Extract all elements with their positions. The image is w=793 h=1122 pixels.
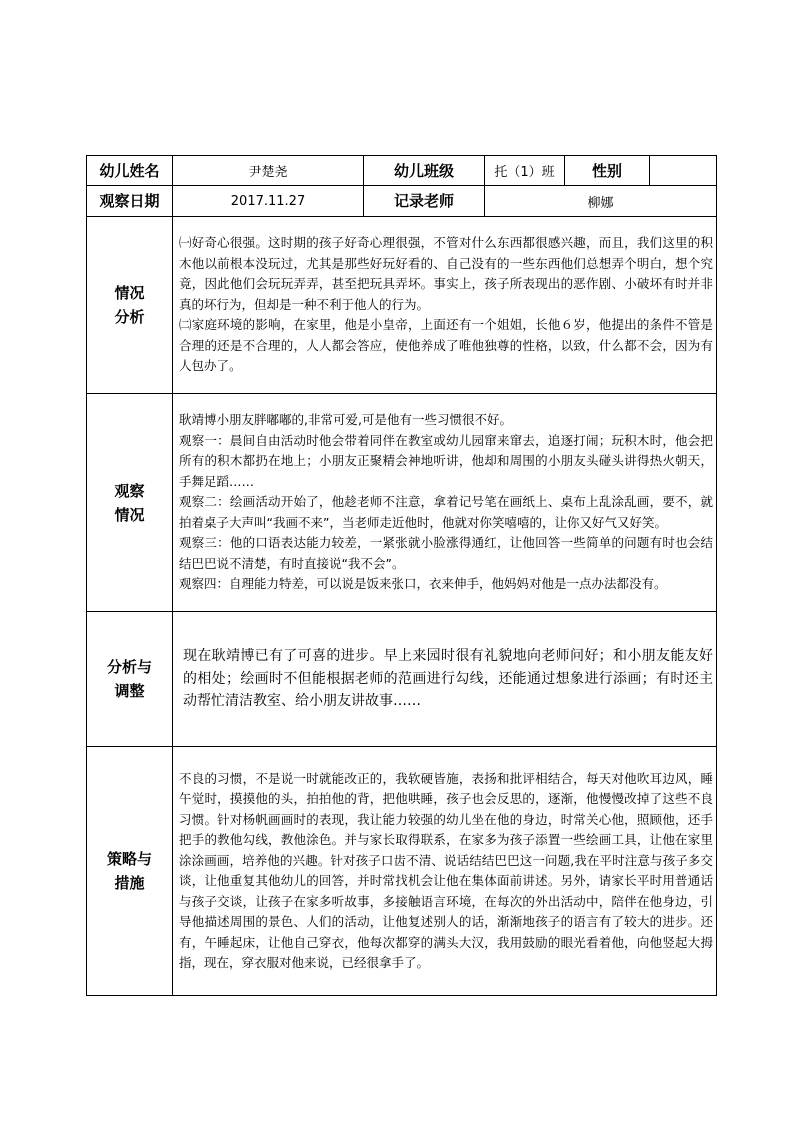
observation-three: 观察三：他的口语表达能力较差，一紧张就小脸涨得通红，让他回答一些简单的问题有时也会结结巴巴说不清楚，有时直接说“我不会”。 [179,535,713,571]
strategy-row [87,747,717,996]
situation-analysis-row [87,217,717,394]
header-row-date [87,186,717,217]
observation-row [87,394,717,612]
child-name-value: 尹楚尧 [173,156,364,186]
observation-label: 观察 情况 [87,394,173,612]
adjustment-content [173,612,717,747]
child-class-value: 托（1）班 [485,156,565,186]
recording-teacher-value: 柳娜 [485,186,717,217]
strategy-content [173,747,717,996]
observation-record-table [86,155,717,996]
observation-four: 观察四：自理能力特差，可以说是饭来张口，衣来伸手，他妈妈对他是一点办法都没有。 [179,576,667,592]
gender-label: 性别 [565,156,650,186]
situation-analysis-label: 情况 分析 [87,217,173,394]
adjustment-label: 分析与 调整 [87,612,173,747]
observation-date-label: 观察日期 [87,186,173,217]
strategy-text: 不良的习惯，不是说一时就能改正的，我软硬皆施，表扬和批评相结合，每天对他吹耳边风，睡午觉时，摸摸他的头，拍拍他的背，把他哄睡，孩子也会反思的，逐渐，他慢慢改掉了这些不良习惯。针对杨帆画画时的表现，我让能力较强的幼儿坐在他的身边，时常关心他，照顾他，还手把手的教他勾线，教他涂色。并与家长取得联系，在家多为孩子添置一些绘画工具，让他在家里涂涂画画，培养他的兴趣。针对孩子口齿不清、说话结结巴巴这一问题,我在平时注意与孩子多交谈，让他重复其他幼儿的回答，并时常找机会让他在集体面前讲述。另外，请家长平时用普通话与孩子交谈，让孩子在家多听故事，多接触语言环境，在每次的外出活动中，陪伴在他身边，引导他描述周围的景色、人们的活动，让他复述别人的话，渐渐地孩子的语言有了较大的进步。还有，午睡起床，让他自己穿衣，他每次都穿的满头大汉，我用鼓励的眼光看着他，向他竖起大拇指，现在，穿衣服对他来说，已经很拿手了。 [179,770,713,970]
observation-two: 观察二：绘画活动开始了，他趁老师不注意，拿着记号笔在画纸上、桌布上乱涂乱画，要不，就拍着桌子大声叫“我画不来”，当老师走近他时，他就对你笑嘻嘻的，让你又好气又好笑。 [179,494,713,530]
child-name-label: 幼儿姓名 [87,156,173,186]
adjustment-text: 现在耿靖博已有了可喜的进步。早上来园时很有礼貌地向老师问好；和小朋友能友好的相处；绘画时不但能根据老师的范画进行勾线，还能通过想象进行添画；有时还主动帮忙清洁教室、给小朋友讲故事…… [183,648,713,710]
gender-value [650,156,717,186]
adjustment-row [87,612,717,747]
observation-one: 观察一：晨间自由活动时他会带着同伴在教室或幼儿园窜来窜去，追逐打闹；玩积木时，他会把所有的积木都扔在地上；小朋友正聚精会神地听讲，他却和周围的小朋友头碰头讲得热火朝天，手舞足蹈…… [179,432,713,489]
child-class-label: 幼儿班级 [364,156,485,186]
recording-teacher-label: 记录老师 [364,186,485,217]
observation-date-value: 2017.11.27 [173,186,364,217]
situation-analysis-point-1: ㈠好奇心很强。这时期的孩子好奇心理很强，不管对什么东西都很感兴趣，而且，我们这里的积木他以前根本没玩过，尤其是那些好玩好看的、自己没有的一些东西他们总想弄个明白，想个究竟，因此他们会玩玩弄弄，甚至把玩具弄坏。事实上，孩子所表现出的恶作剧、小破坏有时并非真的坏行为，但却是一种不利于他人的行为。 [179,235,713,312]
header-row-name [87,156,717,186]
observation-content [173,394,717,612]
observation-intro: 耿靖博小朋友胖嘟嘟的,非常可爱,可是他有一些习惯很不好。 [179,412,512,428]
situation-analysis-content [173,217,717,394]
situation-analysis-point-2: ㈡家庭环境的影响，在家里，他是小皇帝，上面还有一个姐姐，长他６岁，他提出的条件不管是合理的还是不合理的，人人都会答应，使他养成了唯他独尊的性格，以致，什么都不会，因为有人包办了。 [179,317,713,374]
strategy-label: 策略与 措施 [87,747,173,996]
